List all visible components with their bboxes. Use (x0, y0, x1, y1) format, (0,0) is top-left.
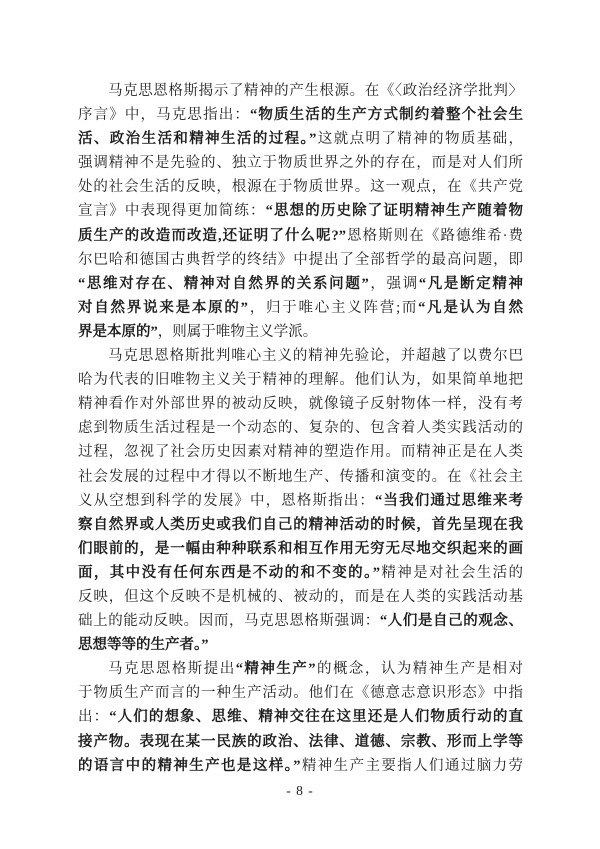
quoted-text: 对自然界说来是本原的” (78, 299, 248, 316)
text-line (78, 705, 523, 729)
body-text: 精神生产主要指人们通过脑力劳 (300, 757, 523, 774)
text-line (78, 730, 523, 754)
quoted-text: 界是本原的” (78, 323, 158, 340)
text-line (78, 681, 523, 705)
text-line (78, 296, 523, 320)
quoted-text: “人们是自己的观念、 (379, 613, 523, 630)
body-text-block (78, 79, 523, 778)
text-line (78, 585, 523, 609)
body-text: 社会发展的过程中才得以不断地生产、传播和演变的。在《社会主 (78, 468, 523, 485)
text-line (78, 440, 523, 464)
quoted-text: 们眼前的，是一幅由种种联系和相互作用无穷无尽地交织起来的画 (78, 540, 523, 557)
quoted-text: “思想的历史除了证明精神生产随着物 (265, 203, 523, 220)
body-text: 马克思恩格斯提出 (108, 661, 236, 678)
body-text: 马克思恩格斯批判唯心主义的精神先验论，并超越了以费尔巴 (108, 348, 523, 365)
body-text: 精神是对社会生活的 (379, 564, 523, 581)
body-text: 宣言》中表现得更加简练： (78, 203, 266, 220)
quoted-text: “凡是断定精神 (418, 275, 523, 292)
body-text: 出： (78, 709, 110, 726)
text-line (78, 199, 523, 223)
body-text: 反映，但这个反映不是机械的、被动的，而是在人类的实践活动基 (78, 588, 523, 605)
text-line (78, 320, 523, 344)
paragraph-2 (78, 344, 523, 657)
text-line (78, 344, 523, 368)
paragraph-1 (78, 79, 523, 344)
text-line (78, 248, 523, 272)
text-line (78, 513, 523, 537)
text-line (78, 489, 523, 513)
text-line (78, 537, 523, 561)
body-text: ，则属于唯物主义学派。 (157, 323, 318, 340)
body-text: 恩格斯则在《路德维希·费 (346, 227, 523, 244)
quoted-text: “精神生产” (235, 661, 316, 678)
text-line (78, 633, 523, 657)
body-text: 处的社会生活的反映，根源在于物质世界。这一观点，在《共产党 (78, 179, 523, 196)
quoted-text: “当我们通过思维来考 (375, 492, 523, 509)
text-line (78, 465, 523, 489)
text-line (78, 272, 523, 296)
quoted-text: 思想等等的生产者。” (78, 637, 209, 654)
body-text: ，强调 (368, 275, 419, 292)
body-text: ，归于唯心主义阵营;而 (247, 299, 419, 316)
text-line (78, 754, 523, 778)
body-text: 过程，忽视了社会历史因素对精神的塑造作用。而精神正是在人类 (78, 444, 523, 461)
body-text: 马克思恩格斯揭示了精神的产生根源。在《〈政治经济学批判〉 (108, 83, 523, 99)
body-text: 强调精神不是先验的、独立于物质世界之外的存在，而是对人们所 (78, 155, 523, 172)
quoted-text: 活、政治生活和精神生活的过程。” (78, 131, 317, 148)
text-line (78, 79, 523, 103)
text-line (78, 609, 523, 633)
text-line (78, 392, 523, 416)
quoted-text: “思维对存在、精神对自然界的关系问题” (78, 275, 369, 292)
body-text: 精神看作对外部世界的被动反映，就像镜子反射物体一样，没有考 (78, 396, 523, 413)
text-line (78, 103, 523, 127)
body-text: 序言》中，马克思指出： (78, 107, 250, 124)
quoted-text: 质生产的改造而改造,还证明了什么呢?” (78, 227, 347, 244)
quoted-text: 接产物。表现在某一民族的政治、法律、道德、宗教、形而上学等 (78, 733, 523, 750)
text-line (78, 561, 523, 585)
text-line (78, 127, 523, 151)
body-text: 义从空想到科学的发展》中，恩格斯指出： (78, 492, 376, 509)
quoted-text: 察自然界或人类历史或我们自己的精神活动的时候，首先呈现在我 (78, 516, 523, 533)
quoted-text: “人们的想象、思维、精神交往在这里还是人们物质行动的直 (109, 709, 523, 726)
body-text: 哈为代表的旧唯物主义关于精神的理解。他们认为，如果简单地把 (78, 372, 523, 389)
body-text: 这就点明了精神的物质基础， (316, 131, 523, 148)
body-text: 础上的能动反映。因而，马克思恩格斯强调： (78, 613, 380, 630)
body-text: 虑到物质生活过程是一个动态的、复杂的、包含着人类实践活动的 (78, 420, 523, 437)
text-line (78, 416, 523, 440)
page-number: - 8 - (286, 783, 314, 798)
text-line (78, 224, 523, 248)
quoted-text: 面，其中没有任何东西是不动的和不变的。” (78, 564, 380, 581)
body-text: 的概念，认为精神生产是相对 (315, 661, 523, 678)
quoted-text: “物质生活的生产方式制约着整个社会生 (249, 107, 523, 124)
quoted-text: “凡是认为自然 (418, 299, 523, 316)
text-line (78, 657, 523, 681)
paragraph-3 (78, 657, 523, 777)
body-text: 于物质生产而言的一种生产活动。他们在《德意志意识形态》中指 (78, 685, 523, 702)
text-line (78, 175, 523, 199)
text-line (78, 368, 523, 392)
body-text: 尔巴哈和德国古典哲学的终结》中提出了全部哲学的最高问题，即 (78, 251, 523, 268)
text-line (78, 151, 523, 175)
quoted-text: 的语言中的精神生产也是这样。” (78, 757, 301, 774)
